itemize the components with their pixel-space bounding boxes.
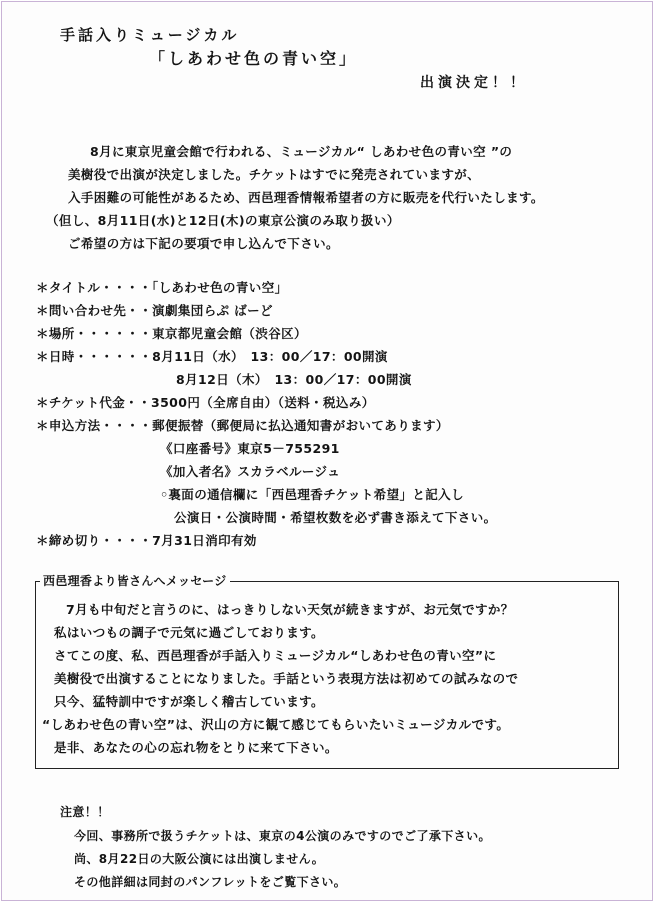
- notice-line: 尚、8月22日の大阪公演には出演しません。: [74, 852, 325, 866]
- message-line: 美樹役で出演することになりました。手話という表現方法は初めての試みなので: [54, 671, 519, 686]
- intro-line: ご希望の方は下記の要項で申し込んで下さい。: [68, 236, 339, 251]
- notice-line: その他詳細は同封のパンフレットをご覧下さい。: [74, 875, 347, 889]
- detail-account-number: 《口座番号》東京5－755291: [160, 441, 340, 456]
- header-line-1: 手話入りミュージカル: [60, 26, 240, 44]
- flyer-page: [1, 1, 653, 901]
- detail-account-holder: 《加入者名》スカラベルージュ: [160, 464, 341, 479]
- notice-heading: 注意！！: [60, 805, 110, 819]
- detail-method: ＊申込方法・・・・郵便振替（郵便局に払込通知書がおいてあります）: [36, 418, 449, 433]
- detail-price: ＊チケット代金・・3500円（全席自由）（送料・税込み）: [36, 395, 375, 410]
- detail-datetime: ＊日時・・・・・・8月11日（水） 13：00／17：00開演: [36, 349, 388, 364]
- detail-instruction-1: ◦裏面の通信欄に「西邑理香チケット希望」と記入し: [160, 487, 464, 502]
- message-line: 是非、あなたの心の忘れ物をとりに来て下さい。: [54, 740, 338, 755]
- intro-line: 入手困難の可能性があるため、西邑理香情報希望者の方に販売を代行いたします。: [68, 190, 544, 205]
- intro-line: （但し、8月11日(水)と12日(木)の東京公演のみ取り扱い）: [46, 213, 400, 228]
- message-line: “しあわせ色の青い空”は、沢山の方に観て感じてもらいたいミュージカルです。: [42, 717, 510, 732]
- intro-line: 8月に東京児童会館で行われる、ミュージカル“ しあわせ色の青い空 ”の: [90, 144, 513, 159]
- message-line: 私はいつもの調子で元気に過ごしております。: [54, 625, 324, 640]
- detail-venue: ＊場所・・・・・・東京都児童会館（渋谷区）: [36, 326, 307, 341]
- detail-contact: ＊問い合わせ先・・演劇集団らぷ ばーど: [36, 303, 273, 318]
- notice-line: 今回、事務所で扱うチケットは、東京の4公演のみですのでご了承下さい。: [74, 829, 491, 843]
- detail-deadline: ＊締め切り・・・・7月31日消印有効: [36, 533, 257, 548]
- detail-instruction-2: 公演日・公演時間・希望枚数を必ず書き添えて下さい。: [174, 510, 497, 525]
- intro-line: 美樹役で出演が決定しました。チケットはすでに発売されていますが、: [68, 167, 481, 182]
- message-line: 7月も中旬だと言うのに、はっきりしない天気が続きますが、お元気ですか？: [66, 602, 514, 617]
- detail-datetime-2: 8月12日（木） 13：00／17：00開演: [176, 372, 412, 387]
- header-line-3: 出演決定！！: [420, 75, 528, 91]
- message-line: 只今、猛特訓中ですが楽しく稽古しています。: [54, 694, 324, 709]
- message-line: さてこの度、私、西邑理香が手話入りミュージカル“しあわせ色の青い空”に: [54, 648, 497, 663]
- message-title: 西邑理香より皆さんへメッセージ: [40, 572, 230, 589]
- header-line-2: 「しあわせ色の青い空」: [149, 49, 359, 68]
- detail-title: ＊タイトル・・・・「しあわせ色の青い空」: [36, 280, 288, 295]
